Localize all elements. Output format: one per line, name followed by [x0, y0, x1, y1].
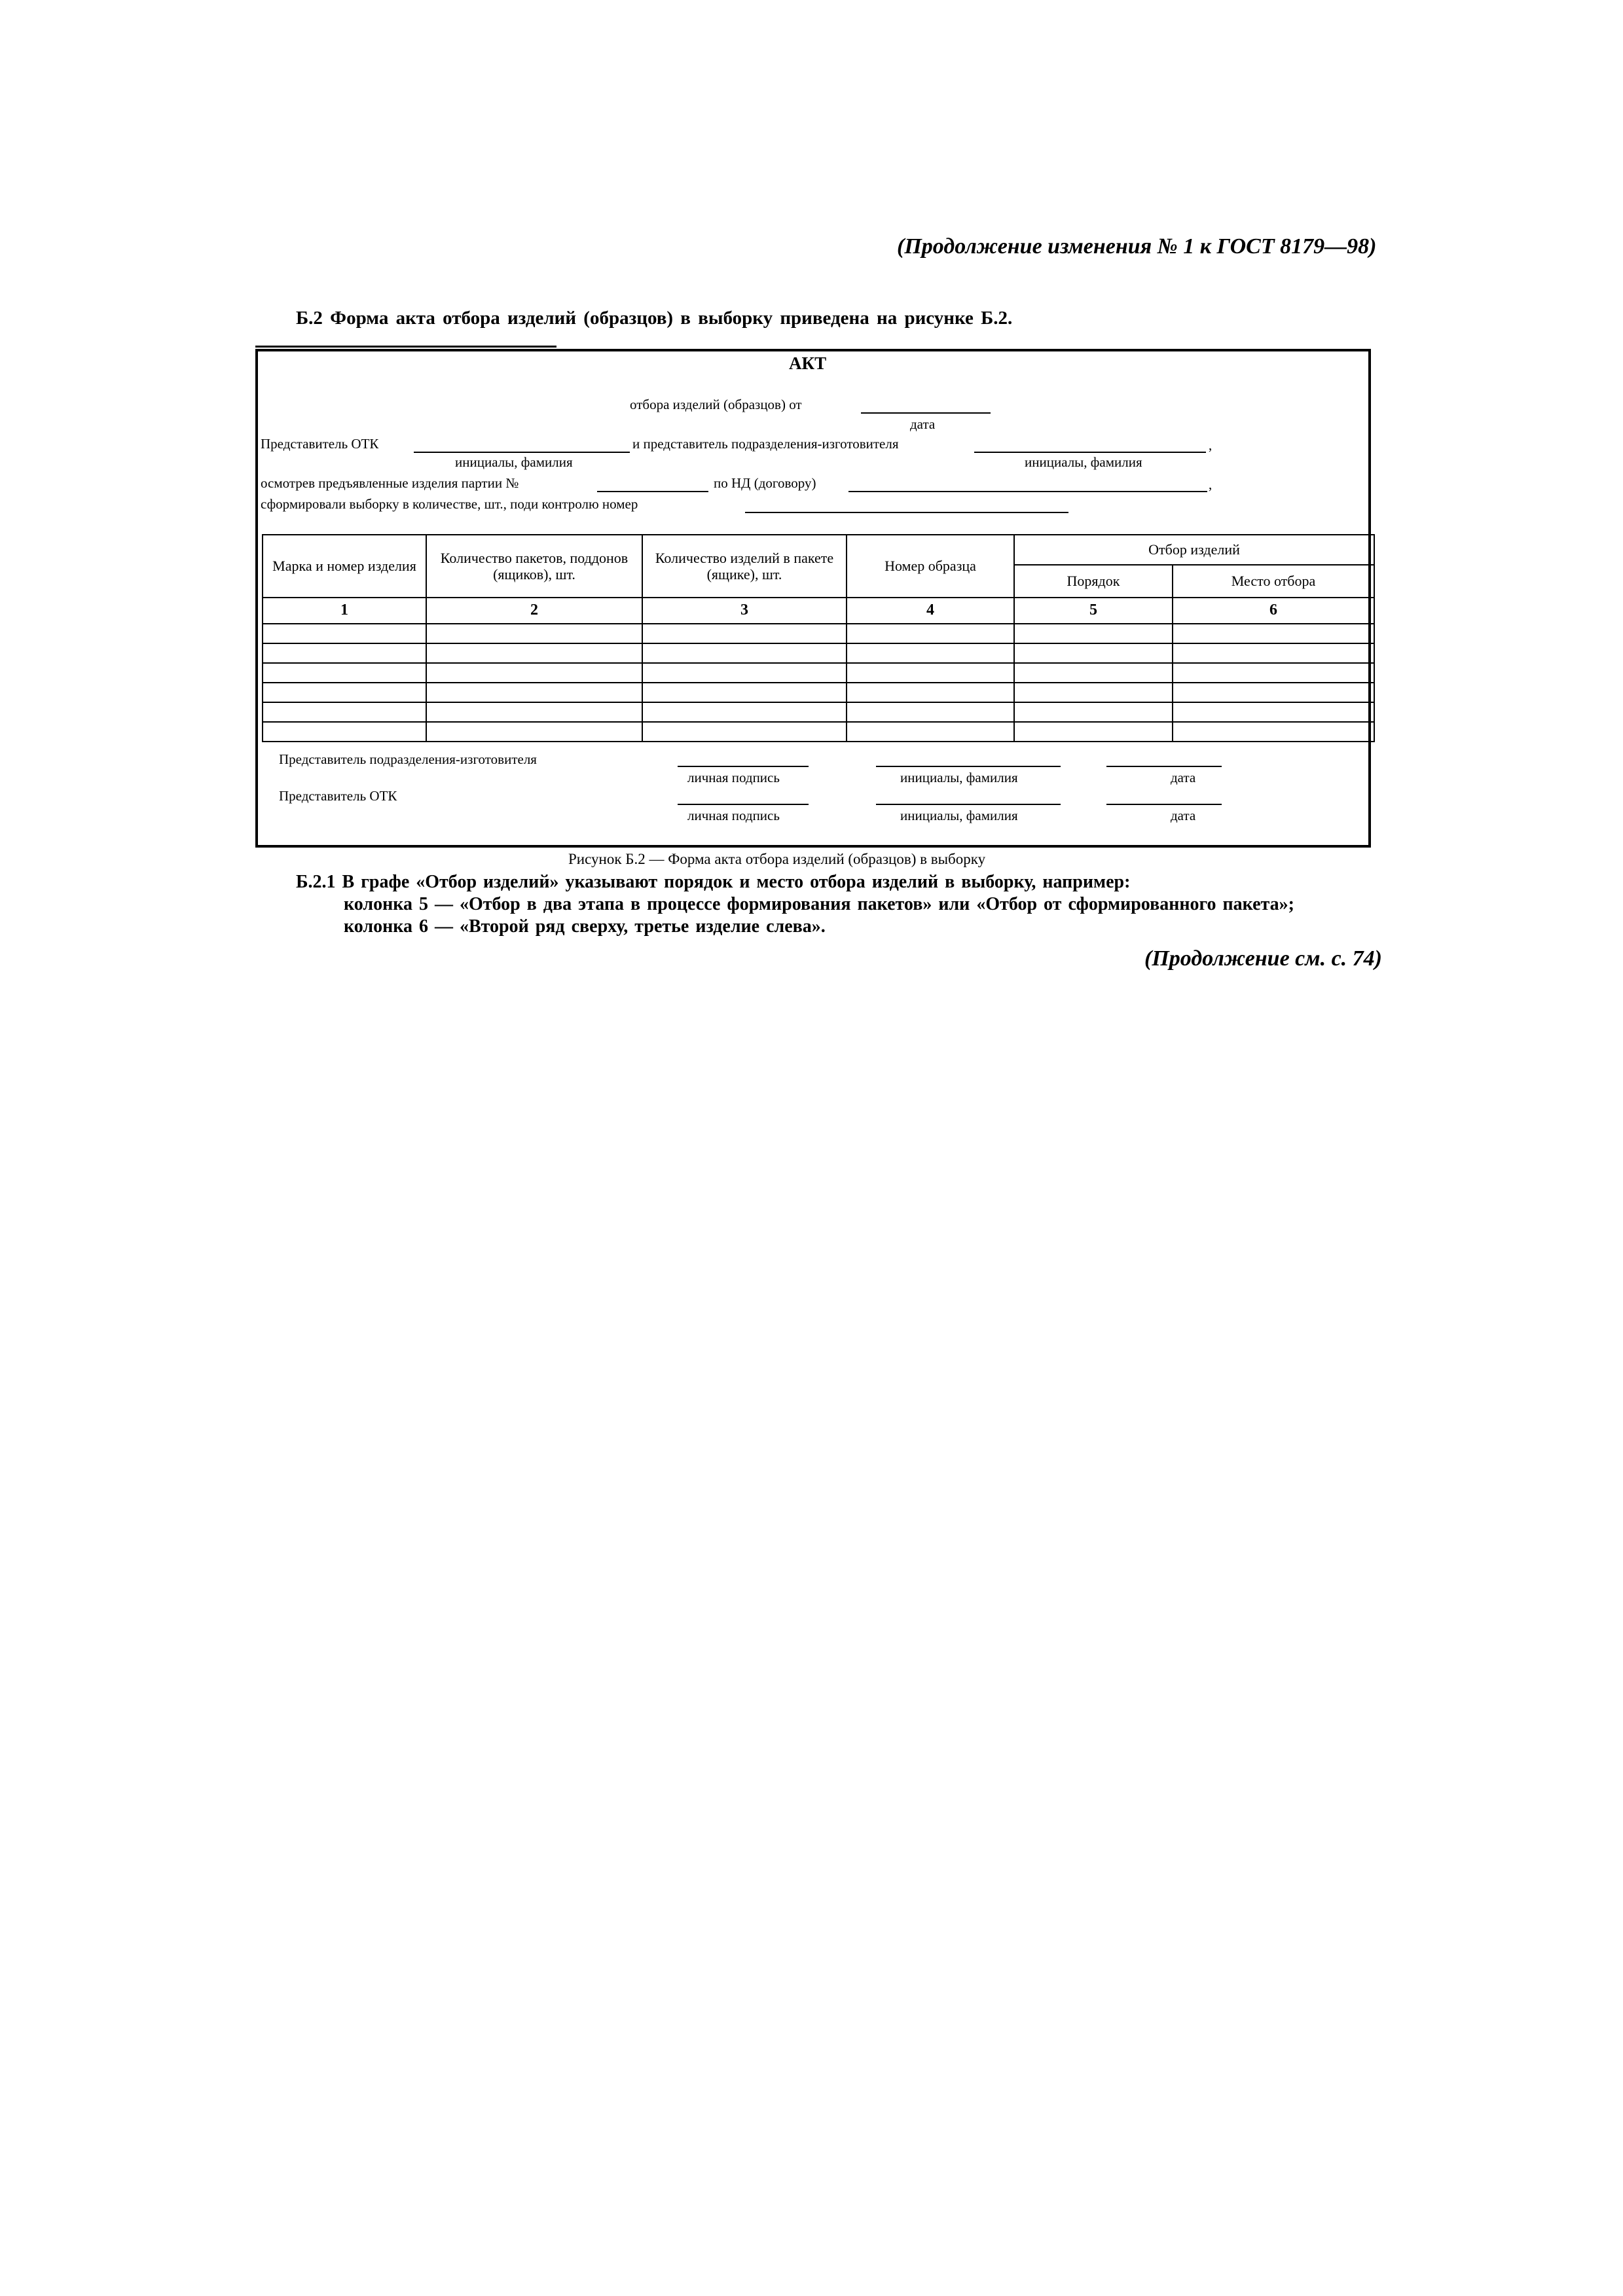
initials-line — [876, 766, 1061, 767]
col-header-place: Место отбора — [1173, 565, 1374, 598]
note-line-3: колонка 6 — «Второй ряд сверху, третье изделие слева». — [344, 916, 826, 937]
column-number: 3 — [642, 598, 847, 624]
control-number-line — [745, 512, 1068, 513]
continuation-footer: (Продолжение см. с. 74) — [1144, 946, 1382, 971]
table-row — [263, 643, 1374, 663]
comma: , — [1209, 476, 1213, 492]
personal-signature-caption: личная подпись — [687, 770, 780, 785]
col-header-brand: Марка и номер изделия — [263, 535, 426, 598]
initials-line — [876, 804, 1061, 805]
batch-number-line — [597, 491, 708, 492]
continuation-header: (Продолжение изменения № 1 к ГОСТ 8179—98) — [897, 234, 1377, 259]
col-header-packages: Количество пакетов, поддонов (ящиков), шт. — [426, 535, 642, 598]
manufacturer-rep-label: и представитель подразделения-изготовителя — [632, 436, 899, 452]
col-header-group: Отбор изделий — [1014, 535, 1374, 565]
table-row — [263, 702, 1374, 722]
otk-initials-caption: инициалы, фамилия — [455, 454, 573, 470]
act-subtitle: отбора изделий (образцов) от — [630, 397, 802, 412]
table-row — [263, 624, 1374, 643]
initials-caption: инициалы, фамилия — [900, 808, 1018, 823]
col-header-items: Количество изделий в пакете (ящике), шт. — [642, 535, 847, 598]
column-number: 2 — [426, 598, 642, 624]
initials-caption: инициалы, фамилия — [900, 770, 1018, 785]
otk-name-line — [414, 452, 630, 453]
note-line-2: колонка 5 — «Отбор в два этапа в процессе формирования пакетов» или «Отбор от сформированного пакета»; — [344, 894, 1294, 914]
nd-label: по НД (договору) — [714, 475, 816, 491]
otk-label: Представитель ОТК — [261, 436, 379, 452]
col-header-sample: Номер образца — [847, 535, 1014, 598]
note-line-1: Б.2.1 В графе «Отбор изделий» указывают порядок и место отбора изделий в выборку, например: — [296, 872, 1131, 892]
intro-paragraph: Б.2 Форма акта отбора изделий (образцов) в выборку приведена на рисунке Б.2. — [296, 308, 1013, 329]
manufacturer-rep-sign-label: Представитель подразделения-изготовителя — [279, 751, 537, 767]
table-row — [263, 722, 1374, 742]
date-caption: дата — [910, 416, 936, 432]
manufacturer-initials-caption: инициалы, фамилия — [1025, 454, 1142, 470]
inspected-label: осмотрев предъявленные изделия партии № — [261, 475, 519, 491]
comma: , — [1209, 437, 1213, 453]
personal-signature-caption: личная подпись — [687, 808, 780, 823]
column-number: 4 — [847, 598, 1014, 624]
date-line — [1106, 766, 1222, 767]
date-caption: дата — [1171, 808, 1196, 823]
signature-line — [678, 766, 809, 767]
formed-label: сформировали выборку в количестве, шт., поди контролю номер — [261, 496, 638, 512]
column-number: 5 — [1014, 598, 1173, 624]
nd-line — [848, 491, 1207, 492]
table-row — [263, 683, 1374, 702]
signature-line — [678, 804, 809, 805]
date-line — [861, 412, 991, 414]
column-number: 1 — [263, 598, 426, 624]
selection-table — [262, 534, 1375, 742]
manufacturer-name-line — [974, 452, 1206, 453]
table-row — [263, 663, 1374, 683]
figure-caption: Рисунок Б.2 — Форма акта отбора изделий (образцов) в выборку — [568, 851, 986, 867]
col-header-order: Порядок — [1014, 565, 1173, 598]
column-number: 6 — [1173, 598, 1374, 624]
act-title: АКТ — [789, 353, 827, 373]
form-top-rule — [255, 346, 556, 348]
otk-sign-label: Представитель ОТК — [279, 788, 397, 804]
date-line — [1106, 804, 1222, 805]
date-caption: дата — [1171, 770, 1196, 785]
